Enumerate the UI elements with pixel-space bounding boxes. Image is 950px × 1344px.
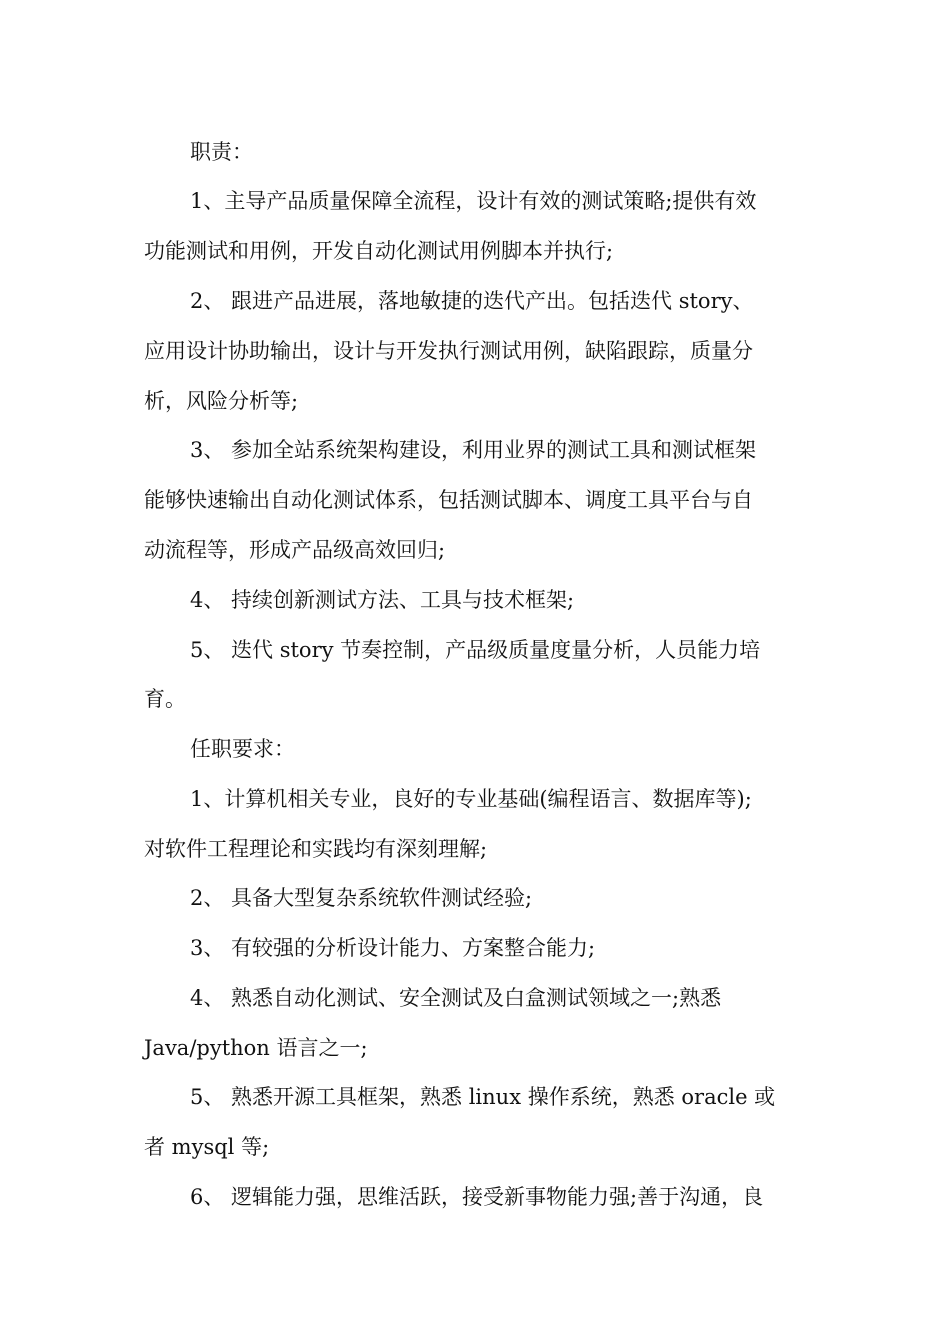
duty-item-1-cont: 功能测试和用例，开发自动化测试用例脚本并执行;	[144, 239, 614, 263]
section-heading-duties: 职责：	[190, 140, 253, 164]
duty-item-3-cont: 能够快速输出自动化测试体系，包括测试脚本、调度工具平台与自	[144, 488, 753, 512]
requirement-item-4-cont: Java/python 语言之一;	[144, 1036, 368, 1060]
section-heading-requirements: 任职要求：	[190, 737, 295, 761]
duty-item-2: 2、 跟进产品进展，落地敏捷的迭代产出。包括迭代 story、	[190, 289, 754, 313]
requirement-item-1-cont: 对软件工程理论和实践均有深刻理解;	[144, 837, 488, 861]
duty-item-2-cont: 应用设计协助输出，设计与开发执行测试用例，缺陷跟踪，质量分	[144, 339, 753, 363]
requirement-item-1: 1、计算机相关专业，良好的专业基础(编程语言、数据库等);	[190, 787, 752, 811]
requirement-item-5-cont: 者 mysql 等;	[144, 1135, 270, 1159]
requirement-item-6: 6、 逻辑能力强，思维活跃，接受新事物能力强;善于沟通，良	[190, 1185, 764, 1209]
requirement-item-4: 4、 熟悉自动化测试、安全测试及白盒测试领域之一;熟悉	[190, 986, 722, 1010]
requirement-item-5: 5、 熟悉开源工具框架，熟悉 linux 操作系统，熟悉 oracle 或	[190, 1085, 776, 1109]
duty-item-1: 1、主导产品质量保障全流程，设计有效的测试策略;提供有效	[190, 189, 757, 213]
duty-item-5: 5、 迭代 story 节奏控制，产品级质量度量分析，人员能力培	[190, 638, 761, 662]
requirement-item-2: 2、 具备大型复杂系统软件测试经验;	[190, 886, 533, 910]
duty-item-5-cont: 育。	[144, 687, 186, 711]
duty-item-2-cont: 析，风险分析等;	[144, 389, 299, 413]
duty-item-4: 4、 持续创新测试方法、工具与技术框架;	[190, 588, 575, 612]
duty-item-3: 3、 参加全站系统架构建设，利用业界的测试工具和测试框架	[190, 438, 757, 462]
duty-item-3-cont: 动流程等，形成产品级高效回归;	[144, 538, 446, 562]
requirement-item-3: 3、 有较强的分析设计能力、方案整合能力;	[190, 936, 596, 960]
